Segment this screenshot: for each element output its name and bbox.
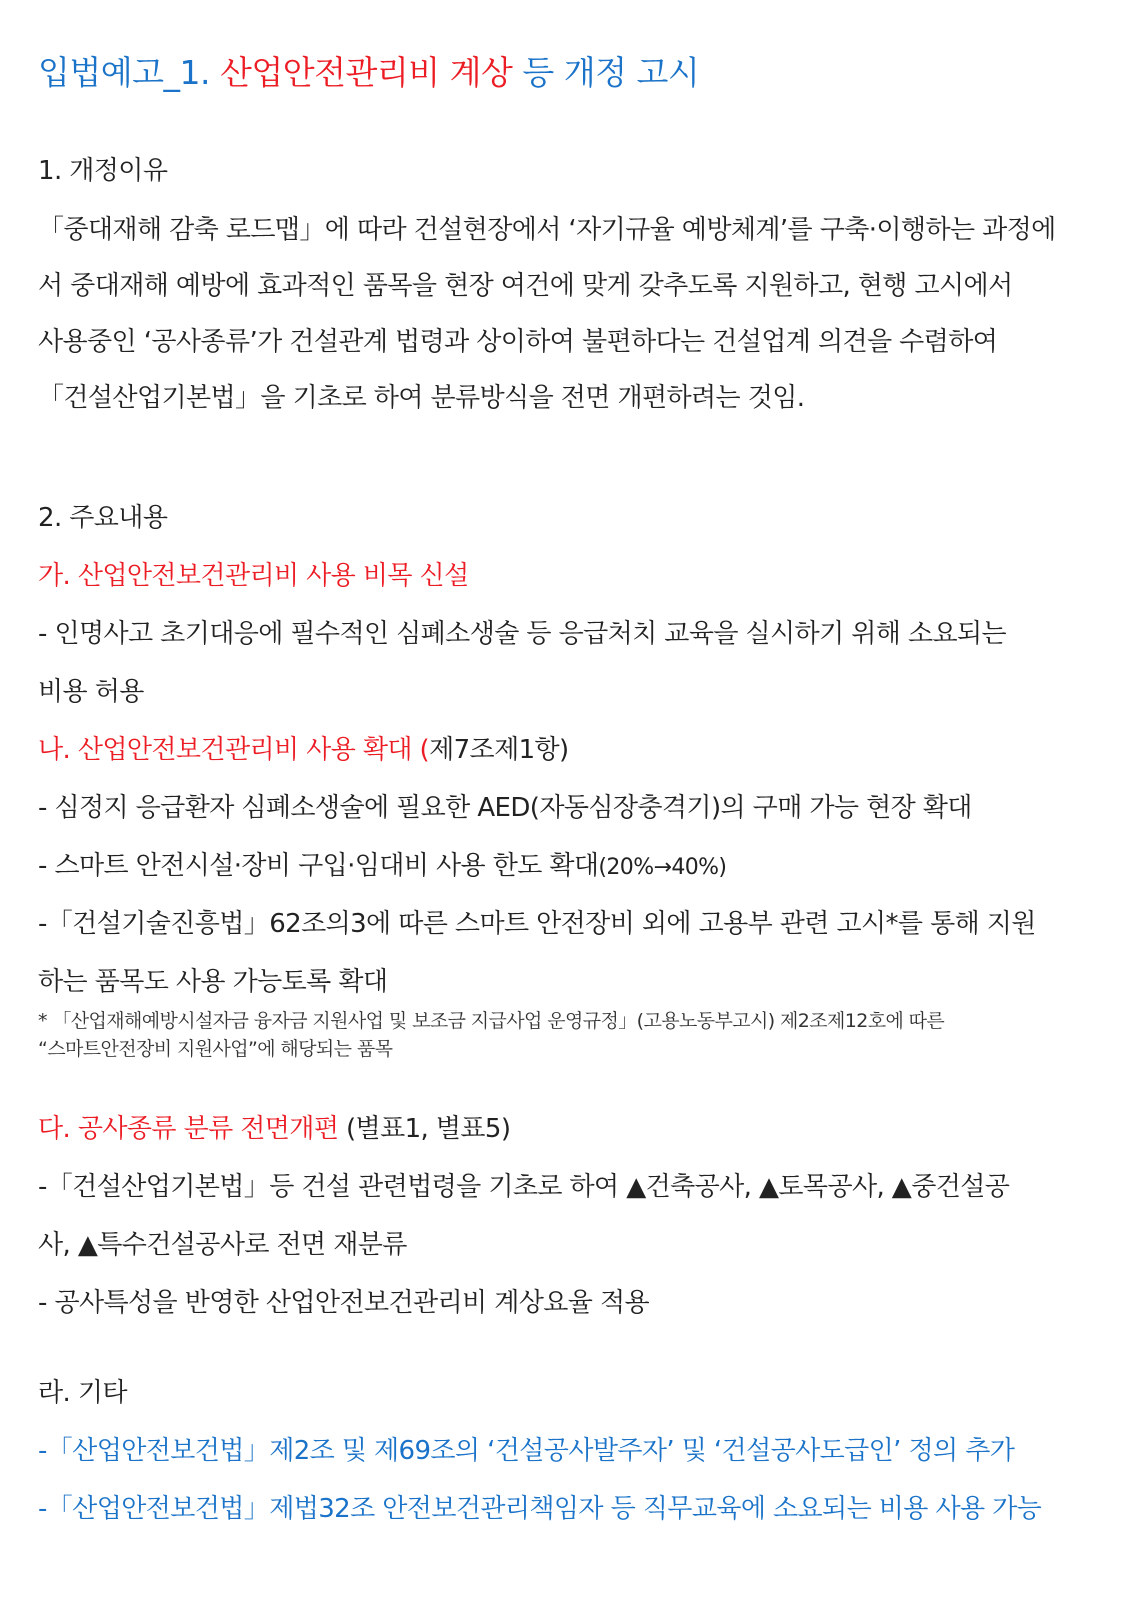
subsection-na-line-4: 하는 품목도 사용 가능토록 확대 bbox=[38, 967, 388, 997]
subsection-ga-heading: 가. 산업안전보건관리비 사용 비목 신설 bbox=[38, 561, 469, 591]
title-highlight: 산업안전관리비 계상 bbox=[220, 53, 513, 92]
page-title bbox=[38, 48, 699, 98]
subsection-da-heading bbox=[38, 1109, 510, 1149]
section1-line-3: 사용중인 ‘공사종류’가 건설관계 법령과 상이하여 불편하다는 건설업계 의견을 수렴하여 bbox=[38, 327, 998, 357]
subsection-na-line-2-text: - 스마트 안전시설·장비 구입·임대비 사용 한도 확대 bbox=[38, 851, 599, 881]
subsection-da-line-1: -「건설산업기본법」등 건설 관련법령을 기초로 하여 ▲건축공사, ▲토목공사, ▲중건설공 bbox=[38, 1172, 1010, 1202]
subsection-ga-line-2: 비용 허용 bbox=[38, 677, 144, 707]
title-suffix: 등 개정 고시 bbox=[512, 53, 700, 92]
subsection-na-line-3: -「건설기술진흥법」62조의3에 따른 스마트 안전장비 외에 고용부 관련 고시*를 통해 지원 bbox=[38, 909, 1036, 939]
section1-line-2: 서 중대재해 예방에 효과적인 품목을 현장 여건에 맞게 갖추도록 지원하고, 현행 고시에서 bbox=[38, 271, 1013, 301]
subsection-na-heading bbox=[38, 730, 569, 770]
subsection-ra-line-1: -「산업안전보건법」제2조 및 제69조의 ‘건설공사발주자’ 및 ‘건설공사도급인’ 정의 추가 bbox=[38, 1436, 1015, 1466]
subsection-da-line-3: - 공사특성을 반영한 산업안전보건관리비 계상요율 적용 bbox=[38, 1288, 649, 1318]
title-prefix: 입법예고_1. bbox=[38, 53, 220, 92]
subsection-na-footnote-2: “스마트안전장비 지원사업”에 해당되는 품목 bbox=[38, 1038, 393, 1060]
subsection-na-heading-main: 나. 산업안전보건관리비 사용 확대 ( bbox=[38, 735, 430, 765]
subsection-na-line-2-ratio: (20%→40%) bbox=[598, 855, 727, 880]
subsection-da-line-2: 사, ▲특수건설공사로 전면 재분류 bbox=[38, 1230, 407, 1260]
subsection-na-footnote-1: * 「산업재해예방시설자금 융자금 지원사업 및 보조금 지급사업 운영규정」(고용노동부고시) 제2조제12호에 따른 bbox=[38, 1010, 945, 1032]
subsection-ra-heading: 라. 기타 bbox=[38, 1378, 127, 1408]
subsection-ra-line-2: -「산업안전보건법」제법32조 안전보건관리책임자 등 직무교육에 소요되는 비용 사용 가능 bbox=[38, 1494, 1042, 1524]
subsection-da-heading-main: 다. 공사종류 분류 전면개편 bbox=[38, 1114, 339, 1144]
section2-heading: 2. 주요내용 bbox=[38, 503, 168, 533]
subsection-na-line-2 bbox=[38, 846, 726, 888]
subsection-ga-line-1: - 인명사고 초기대응에 필수적인 심폐소생술 등 응급처치 교육을 실시하기 위해 소요되는 bbox=[38, 619, 1007, 649]
subsection-da-heading-ref: (별표1, 별표5) bbox=[338, 1114, 511, 1144]
subsection-na-line-1: - 심정지 응급환자 심폐소생술에 필요한 AED(자동심장충격기)의 구매 가능 현장 확대 bbox=[38, 793, 972, 823]
section1-line-4: 「건설산업기본법」을 기초로 하여 분류방식을 전면 개편하려는 것임. bbox=[38, 383, 805, 413]
subsection-na-heading-ref: 제7조제1항) bbox=[429, 735, 569, 765]
section1-line-1: 「중대재해 감축 로드맵」에 따라 건설현장에서 ‘자기규율 예방체계’를 구축·이행하는 과정에 bbox=[38, 215, 1056, 245]
section1-heading: 1. 개정이유 bbox=[38, 156, 168, 186]
